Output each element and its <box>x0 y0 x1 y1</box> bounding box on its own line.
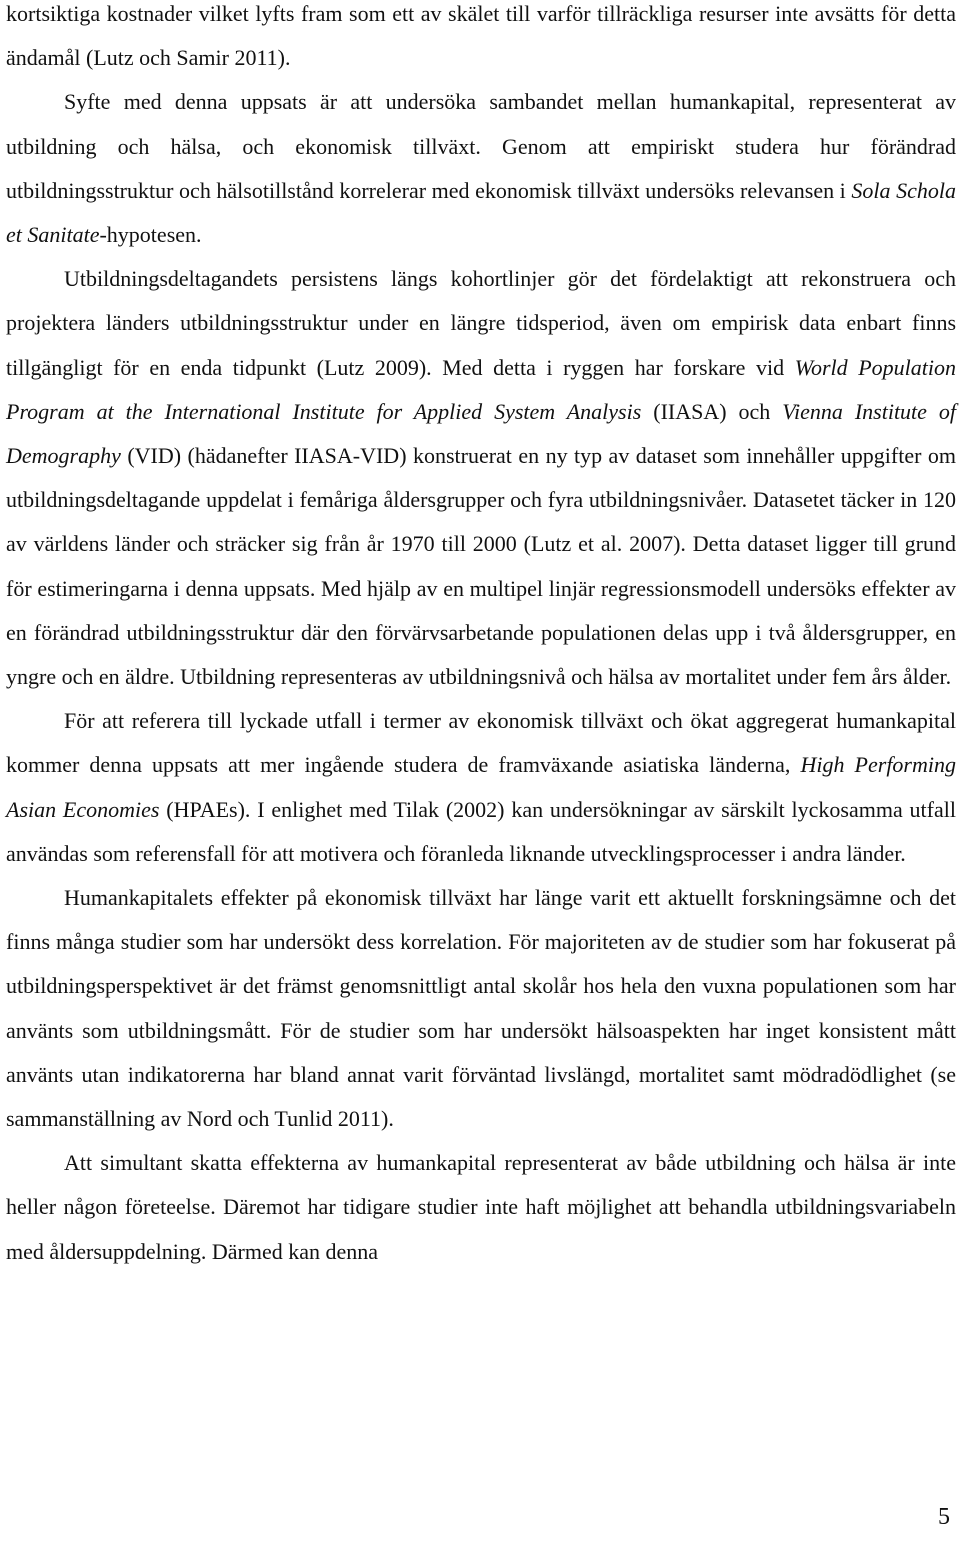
italic-text-run: World Population Program at the International Institute for Applied System Analysis <box>6 354 957 424</box>
text-run: Utbildningsdeltagandets persistens längs kohortlinjer gör det fördelaktigt att rekonstruera och projektera länders utbildningsstruktur under en längre tidsperiod, även om empirisk data enbart finns tillgängligt för en enda tidpunkt (Lutz 2009). Med detta i ryggen har forskare vid <box>6 266 956 380</box>
text-run: (HPAEs). I enlighet med Tilak (2002) kan undersökningar av särskilt lyckosamma utfall användas som referensfall för att motivera och föranleda liknande utvecklingsprocesser i andra länder. <box>6 796 956 866</box>
italic-text-run: Vienna Institute of Demography <box>6 398 956 469</box>
paragraph <box>6 0 956 80</box>
text-run: -hypotesen. <box>99 222 202 248</box>
text-run: kortsiktiga kostnader vilket lyfts fram som ett av skälet till varför tillräckliga resurser inte avsätts för detta ändamål (Lutz och Samir 2011). <box>6 1 956 71</box>
text-run: (VID) (hädanefter IIASA-VID) konstruerat en ny typ av dataset som innehåller uppgifter om utbildningsdeltagande uppdelat i femåriga åldersgrupper och fyra utbildningsnivåer. Datasetet täcker in 120 av världens länder och sträcker sig från år 1970 till 2000 (Lutz et al. 2007). Detta dataset ligger till grund för estimeringarna i denna uppsats. Med hjälp av en multipel linjär regressionsmodell undersöks effekter av en förändrad utbildningsstruktur där den förvärvsarbetande populationen delas upp i två åldersgrupper, en yngre och en äldre. Utbildning representeras av utbildningsnivå och hälsa av mortalitet under fem års ålder. <box>6 443 956 690</box>
text-run: För att referera till lyckade utfall i termer av ekonomisk tillväxt och ökat aggregerat humankapital kommer denna uppsats att mer ingående studera de framväxande asiatiska länderna, <box>6 708 956 778</box>
text-run: Att simultant skatta effekterna av humankapital representerat av både utbildning och hälsa är inte heller någon företeelse. Däremot har tidigare studier inte haft möjlighet att behandla utbildningsvariabeln med åldersuppdelning. Därmed kan denna <box>6 1150 956 1264</box>
document-page <box>6 0 956 1549</box>
paragraph <box>6 80 956 257</box>
paragraph <box>6 257 956 699</box>
text-run: Syfte med denna uppsats är att undersöka sambandet mellan humankapital, representerat av utbildning och hälsa, och ekonomisk tillväxt. Genom att empiriskt studera hur förändrad utbildningsstruktur och hälsotillstånd korrelerar med ekonomisk tillväxt undersöks relevansen i <box>6 89 956 203</box>
page-number: 5 <box>938 1504 950 1530</box>
paragraph <box>6 1141 956 1274</box>
paragraph <box>6 699 956 876</box>
text-run: Humankapitalets effekter på ekonomisk tillväxt har länge varit ett aktuellt forskningsämne och det finns många studier som har undersökt dess korrelation. För majoriteten av de studier som har fokuserat på utbildningsperspektivet är det främst genomsnittligt antal skolår hos hela den vuxna populationen som har använts som utbildningsmått. För de studier som har undersökt hälsoaspekten har inget konsistent mått använts utan indikatorerna har bland annat varit förväntad livslängd, mortalitet samt mödradödlighet (se sammanställning av Nord och Tunlid 2011). <box>6 885 956 1132</box>
body-text <box>6 0 956 1274</box>
text-run: (IIASA) och <box>641 398 783 424</box>
italic-text-run: High Performing Asian Economies <box>6 752 956 822</box>
paragraph <box>6 876 956 1141</box>
italic-text-run: Sola Schola et Sanitate <box>6 177 956 248</box>
